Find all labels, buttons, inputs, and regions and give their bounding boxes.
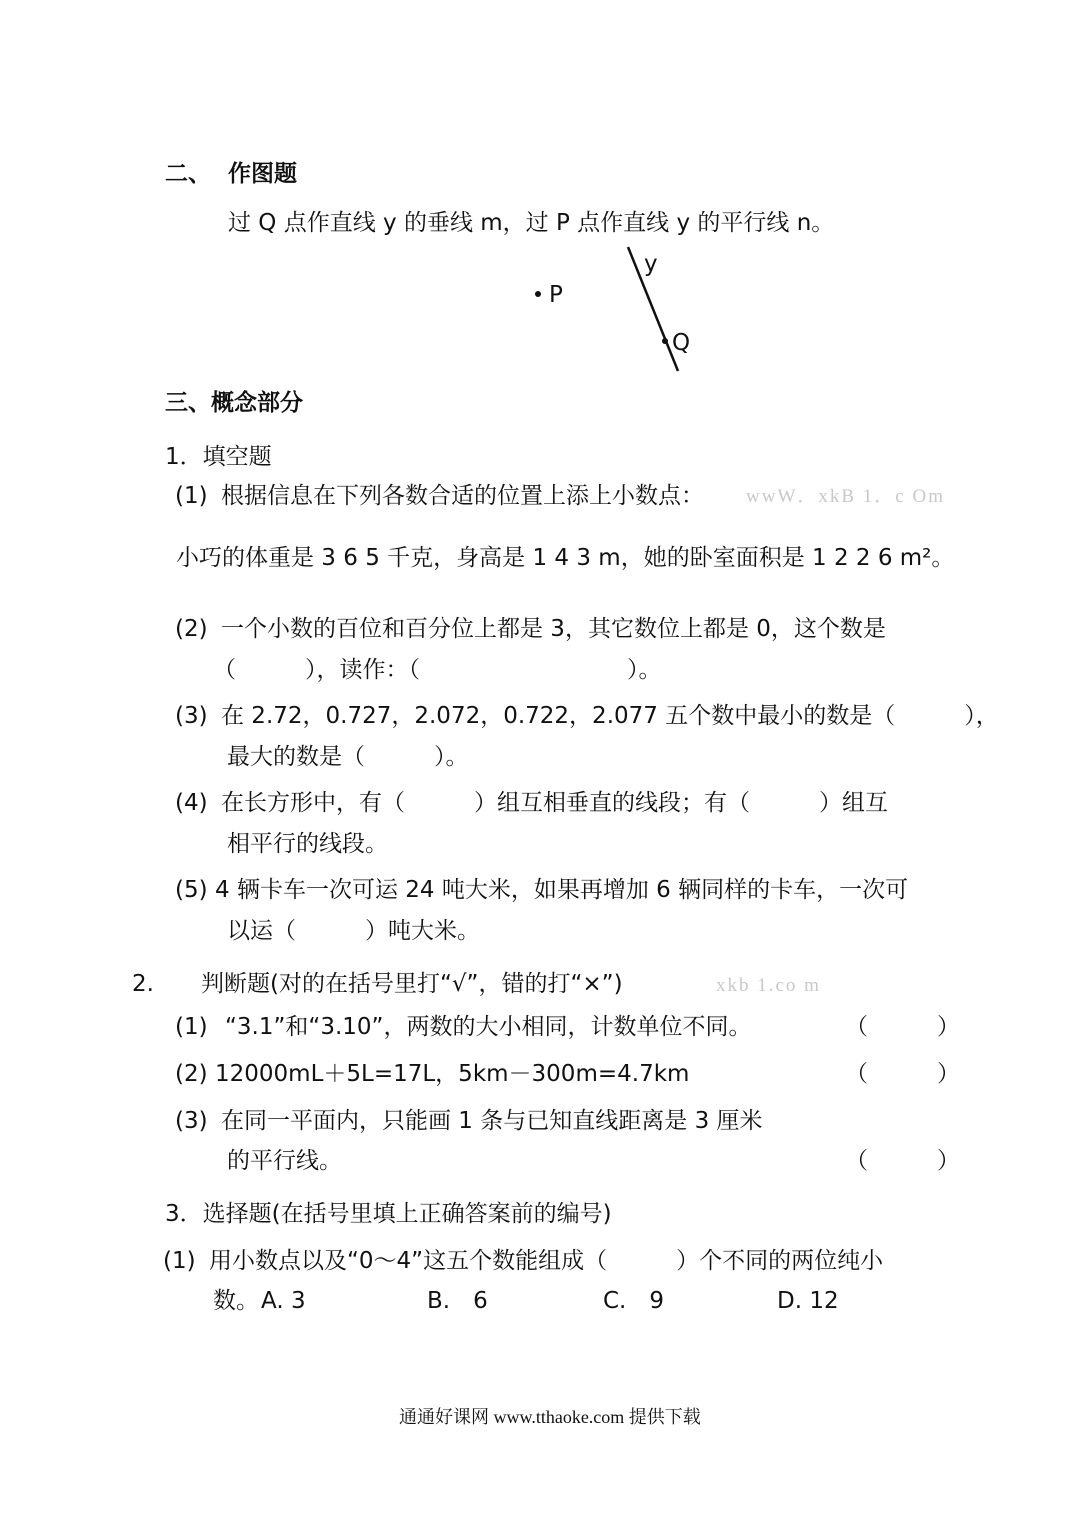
judge-q3-bracket: （ ） bbox=[845, 1148, 960, 1174]
fill-q1-sentence: 小巧的体重是 3 6 5 千克，身高是 1 4 3 m，她的卧室面积是 1 2 2 6 m²。 bbox=[176, 545, 955, 571]
option-c: C. 9 bbox=[603, 1288, 665, 1314]
judge-q1-bracket: （ ） bbox=[845, 1014, 960, 1040]
judge-q2-text: 12000mL＋5L=17L，5km－300m=4.7km bbox=[215, 1061, 690, 1087]
fill-q5-number: (5) bbox=[175, 877, 208, 903]
section-2-number: 二、 bbox=[165, 161, 211, 187]
judge-q2-bracket: （ ） bbox=[845, 1061, 960, 1087]
judge-title: 判断题(对的在括号里打“√”，错的打“×”) bbox=[201, 971, 623, 997]
judge-q1-text: “3.1”和“3.10”，两数的大小相同，计数单位不同。 bbox=[225, 1014, 752, 1040]
fill-q2-line1: 一个小数的百位和百分位上都是 3，其它数位上都是 0，这个数是 bbox=[221, 616, 886, 642]
fill-in-title: 1．填空题 bbox=[165, 444, 272, 470]
choice-title: 3．选择题(在括号里填上正确答案前的编号) bbox=[165, 1201, 612, 1227]
judge-q3-line1: 在同一平面内，只能画 1 条与已知直线距离是 3 厘米 bbox=[221, 1108, 763, 1134]
judge-q3-number: (3) bbox=[175, 1108, 208, 1134]
option-a: A. 3 bbox=[261, 1288, 306, 1314]
drawing-instruction: 过 Q 点作直线 y 的垂线 m，过 P 点作直线 y 的平行线 n。 bbox=[228, 210, 835, 236]
fill-q5-line1: 4 辆卡车一次可运 24 吨大米，如果再增加 6 辆同样的卡车，一次可 bbox=[215, 877, 909, 903]
fill-q4-line1: 在长方形中，有（ ）组互相垂直的线段；有（ ）组互 bbox=[221, 790, 888, 816]
watermark-2: xkb 1.co m bbox=[716, 975, 821, 996]
fill-q3-line2: 最大的数是（ ）。 bbox=[227, 744, 469, 770]
judge-q2-number: (2) bbox=[175, 1061, 208, 1087]
fill-q1-text: 根据信息在下列各数合适的位置上添上小数点： bbox=[221, 483, 704, 509]
watermark-1: wwW．xkB 1．c Om bbox=[746, 486, 945, 507]
fill-q5-line2: 以运（ ）吨大米。 bbox=[227, 918, 480, 944]
page-footer: 通通好课网 www.tthaoke.com 提供下载 bbox=[399, 1407, 701, 1427]
fill-q1-number: (1) bbox=[175, 483, 208, 509]
fill-q3-number: (3) bbox=[175, 703, 208, 729]
fill-q3-line1: 在 2.72，0.727，2.072，0.722，2.077 五个数中最小的数是（ ）， bbox=[221, 703, 999, 729]
judge-q3-line2: 的平行线。 bbox=[227, 1148, 342, 1174]
option-d: D. 12 bbox=[777, 1288, 839, 1314]
choice-q1-line1: 用小数点以及“0～4”这五个数能组成（ ）个不同的两位纯小 bbox=[209, 1248, 884, 1274]
fill-q4-number: (4) bbox=[175, 790, 208, 816]
label-p: P bbox=[549, 282, 563, 308]
section-2-title: 作图题 bbox=[228, 161, 297, 187]
choice-q1-line2-prefix: 数。 bbox=[213, 1288, 259, 1314]
fill-q2-number: (2) bbox=[175, 616, 208, 642]
fill-q2-line2: （ ），读作：（ ）。 bbox=[213, 657, 662, 683]
fill-q4-line2: 相平行的线段。 bbox=[227, 831, 388, 857]
option-b: B. 6 bbox=[427, 1288, 488, 1314]
label-y: y bbox=[644, 251, 658, 277]
judge-q1-number: (1) bbox=[175, 1014, 208, 1040]
point-p bbox=[535, 291, 541, 297]
judge-number: 2. bbox=[132, 971, 154, 997]
section-3-heading: 三、概念部分 bbox=[165, 390, 303, 416]
label-q: Q bbox=[672, 330, 691, 356]
point-q bbox=[662, 338, 668, 344]
choice-q1-number: (1) bbox=[163, 1248, 196, 1274]
